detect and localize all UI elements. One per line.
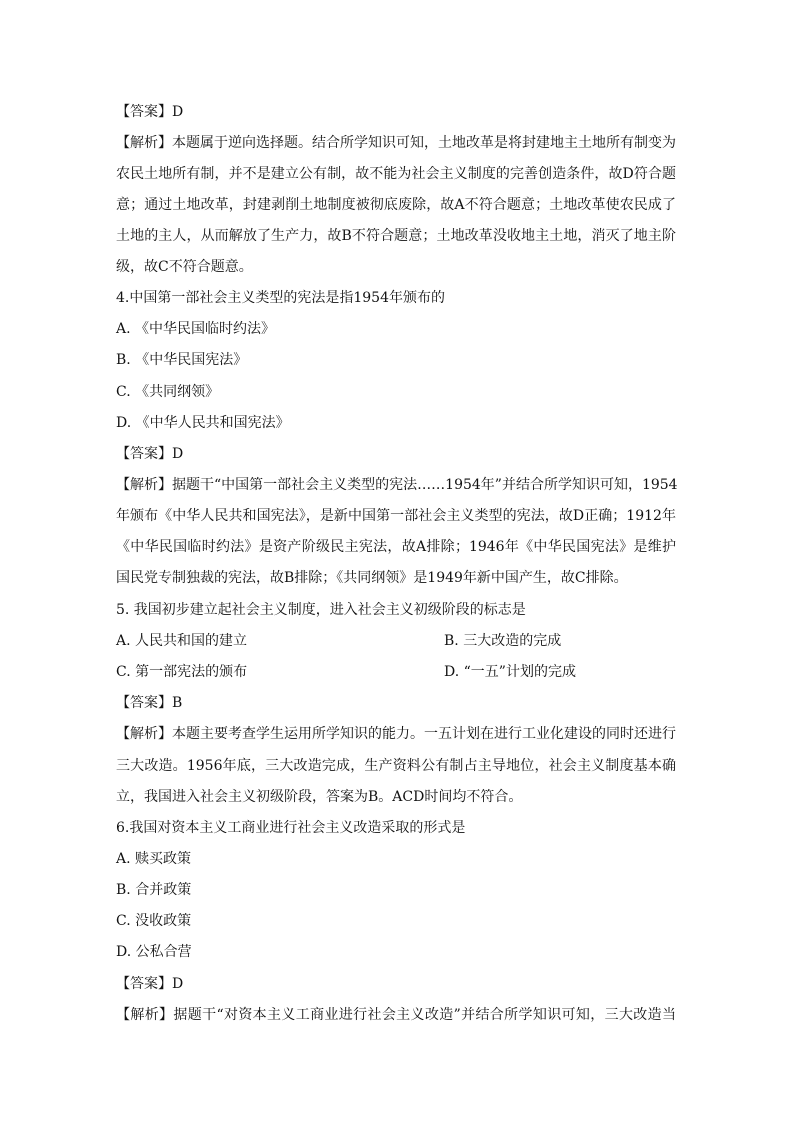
q4-question: 4.中国第一部社会主义类型的宪法是指1954年颁布的 (116, 290, 445, 306)
q5-analysis-line-2: 三大改造。1956年底，三大改造完成，生产资料公有制占主导地位，社会主义制度基本确 (116, 758, 676, 774)
q5-question: 5. 我国初步建立起社会主义制度，进入社会主义初级阶段的标志是 (116, 602, 526, 618)
q6-option-b: B. 合并政策 (116, 882, 192, 898)
q3-analysis-line-1: 【解析】本题属于逆向选择题。结合所学知识可知，土地改革是将封建地主土地所有制变为 (116, 135, 676, 151)
q6-option-c: C. 没收政策 (116, 913, 192, 929)
q4-analysis-line-4: 国民党专制独裁的宪法，故B排除；《共同纲领》是1949年新中国产生，故C排除。 (116, 570, 628, 586)
q5-analysis-line-1: 【解析】本题主要考查学生运用所学知识的能力。一五计划在进行工业化建设的同时还进行 (116, 726, 676, 742)
q5-option-a: A. 人民共和国的建立 (116, 633, 248, 649)
q4-option-c: C. 《共同纲领》 (116, 384, 220, 400)
q5-option-d: D. “一五”计划的完成 (444, 664, 576, 680)
q4-answer: 【答案】D (116, 446, 184, 462)
q6-option-a: A. 赎买政策 (116, 851, 192, 867)
q5-option-c: C. 第一部宪法的颁布 (116, 664, 248, 680)
q5-option-b: B. 三大改造的完成 (444, 633, 562, 649)
q6-answer: 【答案】D (116, 976, 184, 992)
q4-option-b: B. 《中华民国宪法》 (116, 352, 248, 368)
q6-analysis-line-1: 【解析】据题干“对资本主义工商业进行社会主义改造”并结合所学知识可知，三大改造当 (116, 1007, 676, 1023)
q3-analysis-line-4: 土地的主人，从而解放了生产力，故B不符合题意；土地改革没收地主土地，消灭了地主阶 (116, 228, 676, 244)
q4-analysis-line-2: 年颁布《中华人民共和国宪法》，是新中国第一部社会主义类型的宪法，故D正确；1912年 (116, 508, 676, 524)
q3-answer: 【答案】D (116, 104, 184, 120)
q6-option-d: D. 公私合营 (116, 944, 192, 960)
q4-option-d: D. 《中华人民共和国宪法》 (116, 415, 290, 431)
q3-analysis-line-3: 意；通过土地改革，封建剥削土地制度被彻底废除，故A不符合题意；土地改革使农民成了 (116, 197, 676, 213)
q5-answer: 【答案】B (116, 695, 183, 711)
q5-analysis-line-3: 立，我国进入社会主义初级阶段，答案为B。ACD时间均不符合。 (116, 789, 523, 805)
q4-option-a: A. 《中华民国临时约法》 (116, 321, 276, 337)
q4-analysis-line-3: 《中华民国临时约法》是资产阶级民主宪法，故A排除；1946年《中华民国宪法》是维护 (116, 539, 676, 555)
q3-analysis-line-2: 农民土地所有制，并不是建立公有制，故不能为社会主义制度的完善创造条件，故D符合题 (116, 166, 676, 182)
q6-question: 6.我国对资本主义工商业进行社会主义改造采取的形式是 (116, 820, 466, 836)
q3-analysis-line-5: 级，故C不符合题意。 (116, 259, 253, 275)
q4-analysis-line-1: 【解析】据题干“中国第一部社会主义类型的宪法……1954年”并结合所学知识可知，1954 (116, 477, 678, 493)
